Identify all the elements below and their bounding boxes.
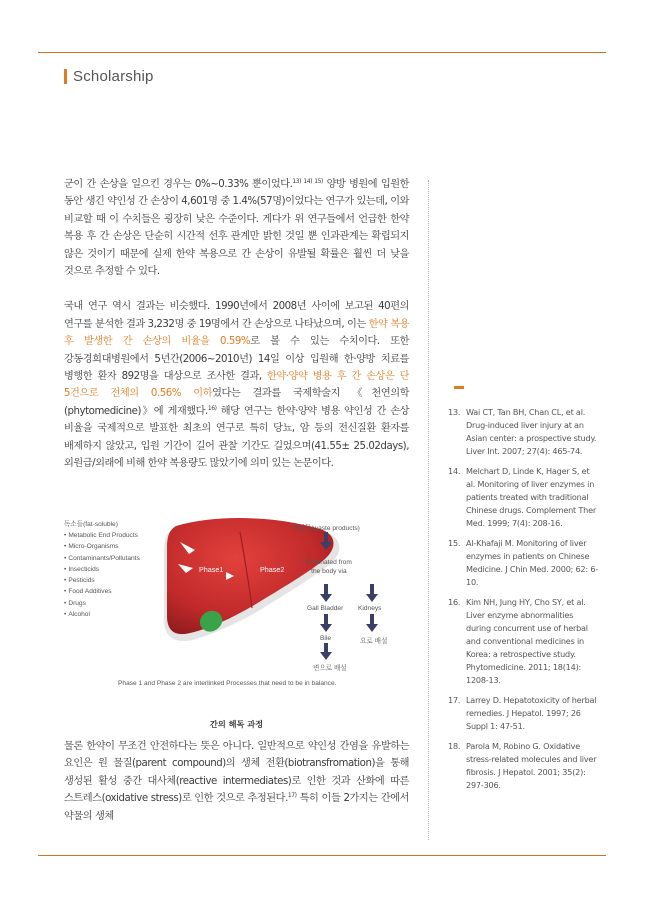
citation-superscript: 16) xyxy=(207,404,217,412)
reference-item xyxy=(448,596,600,687)
references-accent-mark xyxy=(454,386,464,389)
toxin-list-item: • Insecticids xyxy=(64,564,140,575)
reference-number: 18. xyxy=(448,741,461,751)
citation-superscript: 17) xyxy=(287,792,297,800)
down-arrow-urine xyxy=(366,614,378,632)
toxin-list-item: • Drugs xyxy=(64,598,140,609)
text-run: 로 볼 수 있는 수치이다. 또한 강동경희대병원에서 5년간(2006~2010년) 14일 이상 입원해 한·양방 치료를 병행한 환자 892명을 대상으로 조사한 결과, xyxy=(64,336,410,383)
text-run: 특히 이들 2가지는 간에서 약물의 생체 xyxy=(64,793,409,822)
toxin-list-item: • Alcohol xyxy=(64,609,140,620)
fat-soluble-title: 독소들(fat-soluble) xyxy=(64,521,118,528)
bile-label: Bile xyxy=(320,635,331,642)
bottom-rule xyxy=(38,855,606,856)
reference-number: 15. xyxy=(448,538,461,548)
paragraph-3 xyxy=(64,738,409,825)
citation-superscript: 13) 14) 15) xyxy=(292,178,323,185)
reference-item xyxy=(448,537,600,589)
toxin-list-item: • Metabolic End Products xyxy=(64,530,140,541)
highlighted-text: 한약·양약 병용 후 간 손상은 단 5건으로 전체의 0.56% 이하 xyxy=(64,371,409,400)
phase1-label: Phase1 xyxy=(199,565,224,574)
reference-text: Kim NH, Jung HY, Cho SY, et al. Liver enzyme abnormalities during concurrent use of herbal and conventional medicines in Korea: a retrospective study. Phytomedicine. 2011; 18(14): 1208-13. xyxy=(466,597,588,685)
toxin-list-item: • Food Additives xyxy=(64,586,140,597)
liver-detox-figure xyxy=(64,512,409,729)
reference-list xyxy=(448,406,600,792)
toxin-list-item: • Pesticids xyxy=(64,575,140,586)
top-rule xyxy=(38,52,606,53)
reference-number: 16. xyxy=(448,597,461,607)
text-run: 물론 한약이 무조건 안전하다는 뜻은 아니다. 일반적으로 약인성 간염을 유발하는 요인은 원 물질(parent compound)의 생체 전환(biotransfromation)을 통해 생성된 활성 중간 대사체(reactive intermediates)로 인한 것과 산화에 따른 스트레스(oxidative stress)로 인한 것으로 추정된다. xyxy=(64,741,409,805)
toxin-list-item: • Contaminants/Pollutants xyxy=(64,553,140,564)
reference-text: Al-Khafaji M. Monitoring of liver enzymes in patients on Chinese Medicine. J Chin Med. 2000; 62: 6-10. xyxy=(466,538,599,587)
down-arrow-feces xyxy=(320,643,332,660)
main-column xyxy=(64,176,409,473)
text-run: 해당 연구는 한약·양약 병용 약인성 간 손상 비율을 국제적으로 발표한 최초의 연구로 특히 당뇨, 암 등의 전신질환 환자를 배제하지 않았고, 입원 기간이 길어 관찰 기간도 길었으며(41.55± 25.02days), 외원급/외래에 비해 한약 복용량도 많았기에 의미 있는 논문이다. xyxy=(64,405,409,470)
down-arrow-bile xyxy=(320,614,332,632)
figure-caption: 간의 해독 과정 xyxy=(209,719,264,729)
toxin-list xyxy=(64,530,140,620)
text-run: 였다는 결과를 국제학술지 《천연의학(phytomedicine)》에 게재했다. xyxy=(64,388,409,417)
down-arrow-kidney xyxy=(366,584,378,602)
reference-number: 14. xyxy=(448,466,461,476)
kidneys-label: Kidneys xyxy=(358,605,382,612)
column-divider xyxy=(428,180,429,840)
phase2-label: Phase2 xyxy=(260,565,285,574)
text-run: 군이 간 손상을 일으킨 경우는 0%~0.33% 뿐이었다. xyxy=(64,179,293,190)
paragraph-1 xyxy=(64,176,409,280)
reference-item xyxy=(448,406,600,458)
reference-item xyxy=(448,740,600,792)
reference-text: Parola M, Robino G. Oxidative stress-related molecules and liver fibrosis. J Hepatol. 2001; 35(2): 297-306. xyxy=(466,741,597,790)
highlighted-text: 한약 복용 후 발생한 간 손상의 비율을 0.59% xyxy=(64,318,409,348)
balance-note: Phase 1 and Phase 2 are interlinked Processes that need to be in balance. xyxy=(118,680,337,687)
section-title: Scholarship xyxy=(73,67,154,85)
paragraph-2 xyxy=(64,298,409,472)
reference-text: Larrey D. Hepatotoxicity of herbal remedies. J Hepatol. 1997; 26 Suppl 1: 47-51. xyxy=(466,695,597,731)
reference-number: 17. xyxy=(448,695,461,705)
section-header xyxy=(64,67,154,85)
gall-bladder-label: Gall Bladder xyxy=(307,605,344,612)
waste-products-label: 배설물(waste products) xyxy=(292,525,360,532)
reference-item xyxy=(448,694,600,733)
toxin-list-item: • Micro-Organisms xyxy=(64,541,140,552)
reference-text: Wai CT, Tan BH, Chan CL, et al. Drug-induced liver injury at an Asian center: a prospective study. Liver Int. 2007; 27(4): 465-74. xyxy=(466,407,597,456)
urine-label: 요로 배설 xyxy=(360,638,388,645)
down-arrow-gall xyxy=(320,584,332,602)
reference-text: Melchart D, Linde K, Hager S, et al. Monitoring of liver enzymes in patients treated with traditional Chinese drugs. Complement Ther Med. 1999; 7(4): 208-16. xyxy=(466,466,596,528)
references xyxy=(448,386,600,799)
reference-number: 13. xyxy=(448,407,461,417)
text-run: 국내 연구 역시 결과는 비슷했다. 1990년에서 2008년 사이에 보고된 40편의 연구를 분석한 결과 3,232명 중 19명에서 간 손상으로 나타났으며, 이는 xyxy=(64,301,409,330)
feces-label: 변으로 배설 xyxy=(313,665,347,672)
section-accent-bar xyxy=(64,69,67,84)
text-run: 양방 병원에 입원한 동안 생긴 약인성 간 손상이 4,601명 중 1.4%(57명)이었다는 연구가 있는데, 이와 비교할 때 이 수치들은 굉장히 낮은 수준이다. 게다가 위 연구들에서 언급한 한약 복용 후 간 손상은 단순히 시간적 선후 관계만 밝힌 것일 뿐 인과관계는 확립되지 않은 것이기 때문에 실제 한약 복용으로 간 손상이 유발될 확률은 훨씬 더 낮을 것으로 추정할 수 있다. xyxy=(64,179,409,278)
reference-item xyxy=(448,465,600,530)
eliminated-label: Eliminated from the body via xyxy=(306,559,352,575)
